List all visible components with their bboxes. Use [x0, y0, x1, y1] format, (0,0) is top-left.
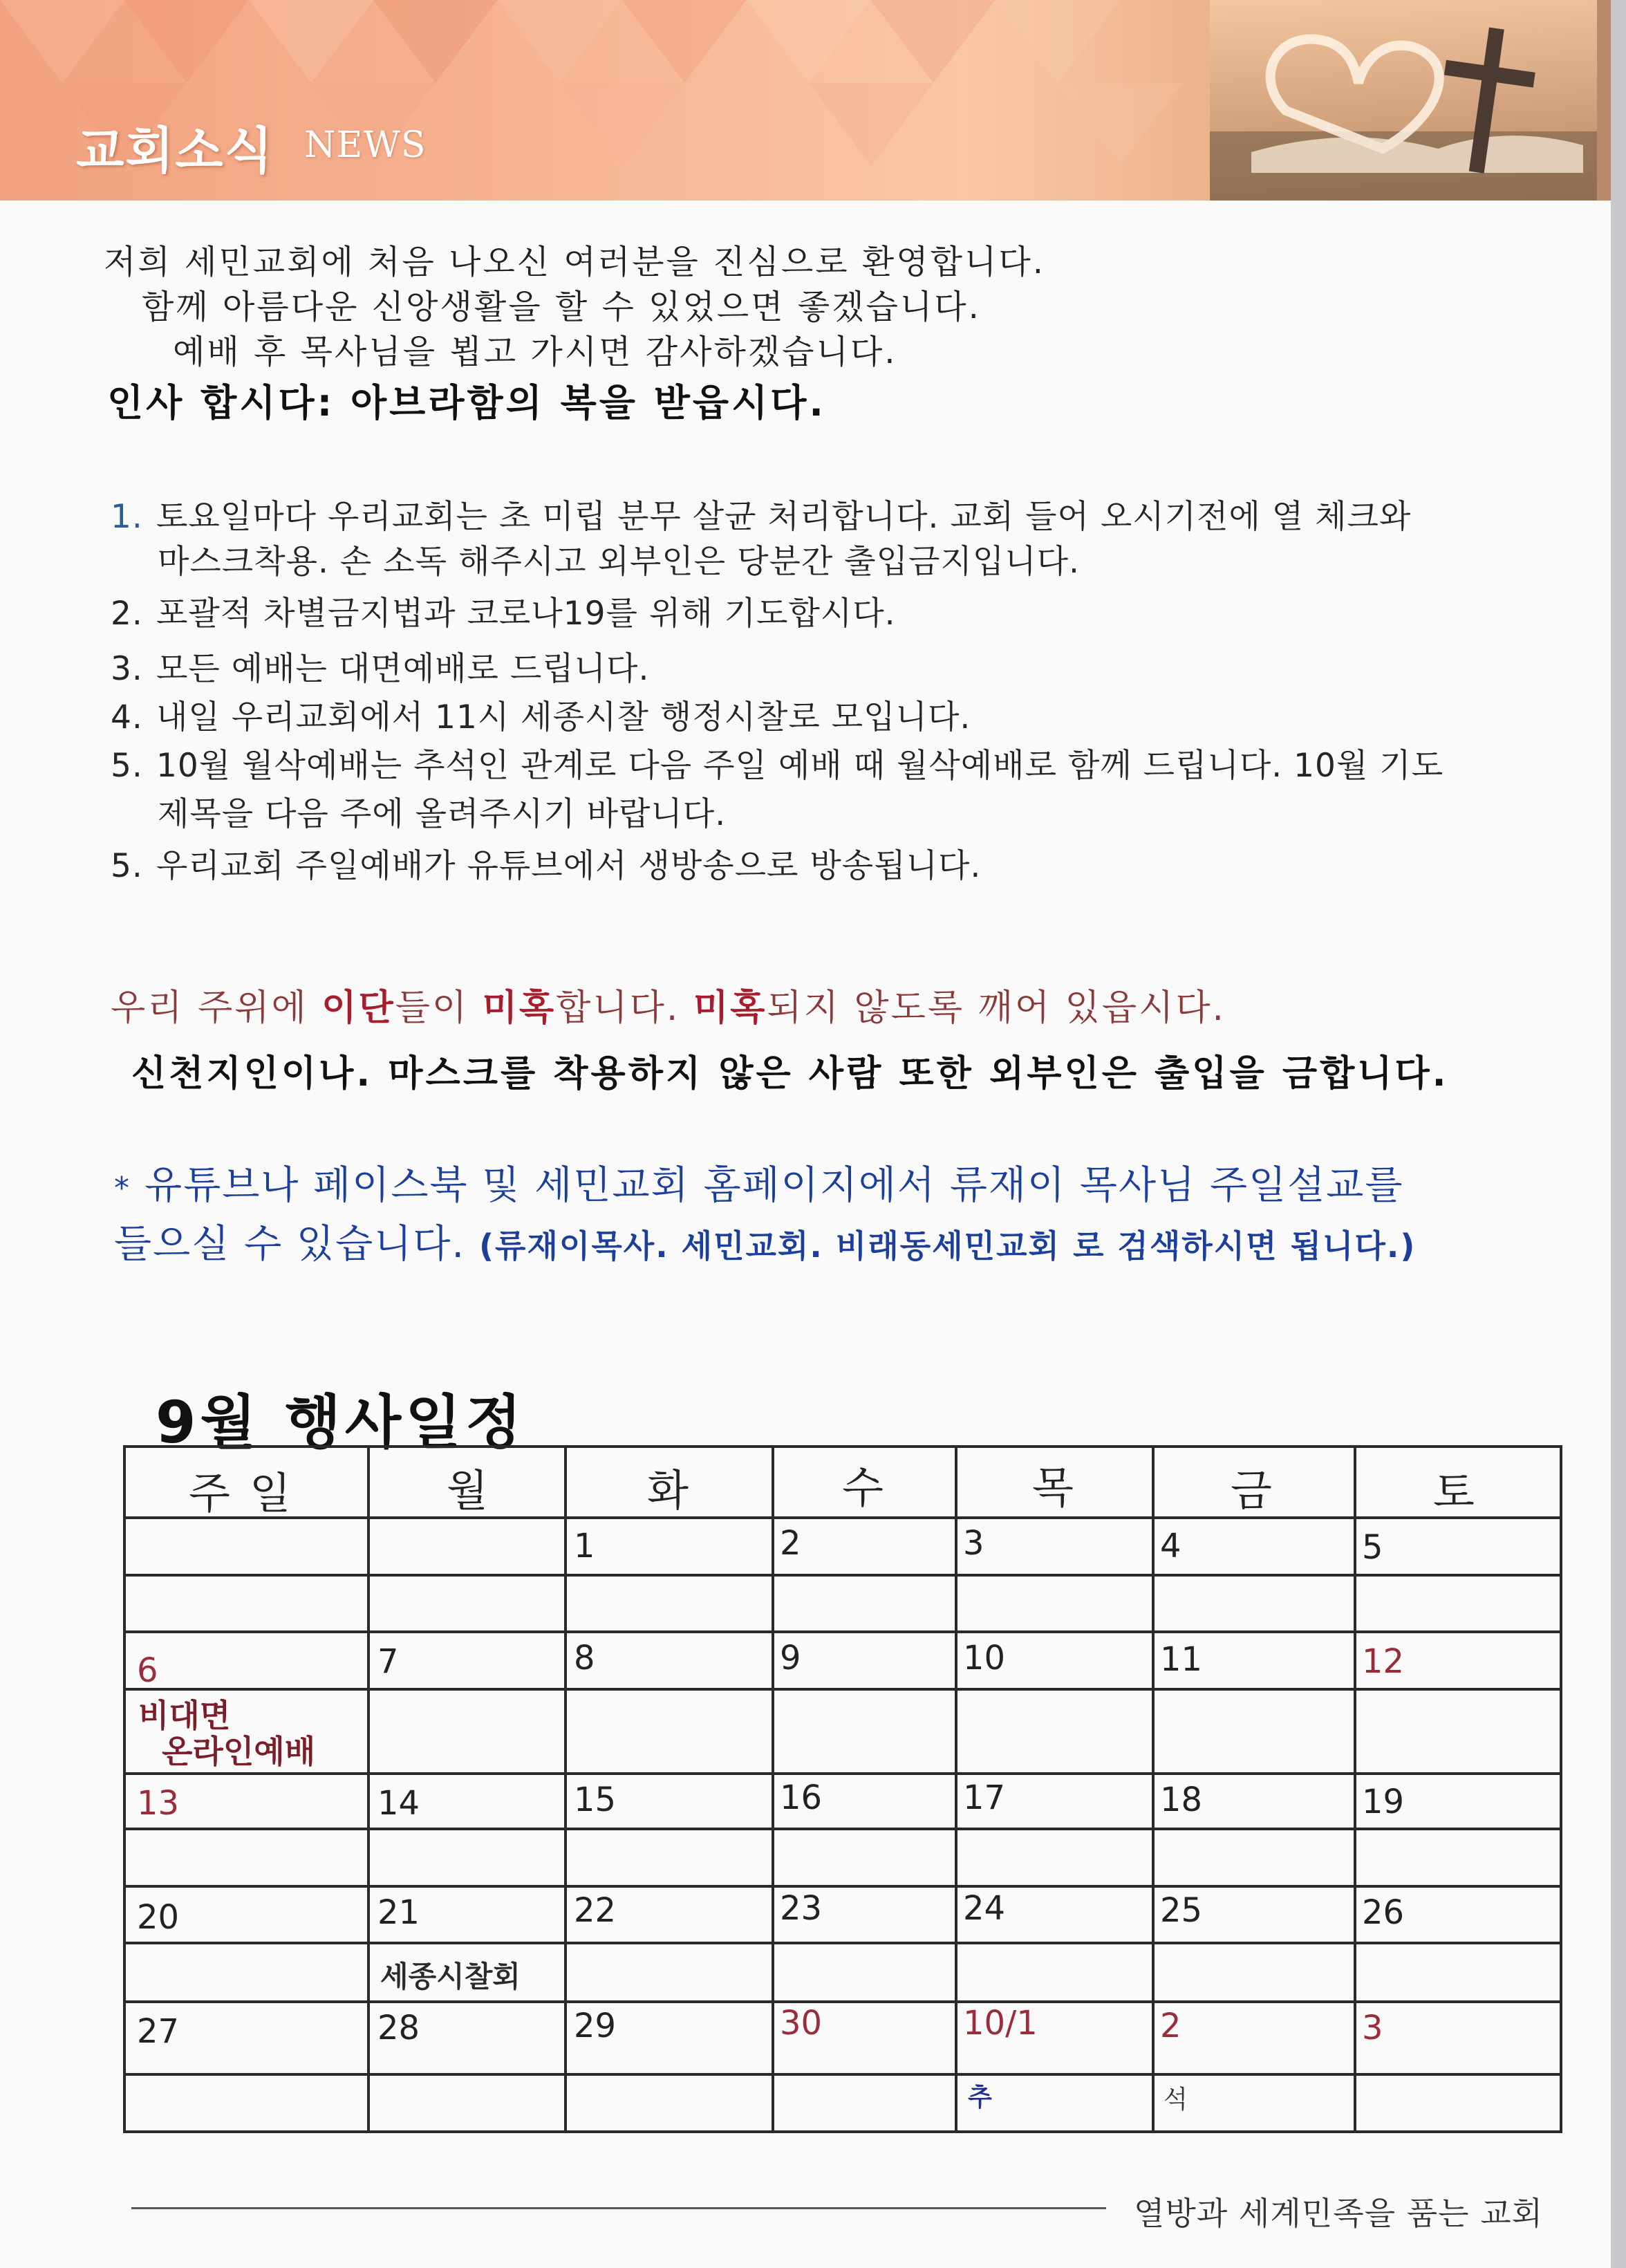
asterisk-icon: *	[114, 1171, 131, 1206]
notice-number: 4.	[111, 698, 143, 736]
warning-emphasis: 이단	[321, 987, 395, 1029]
notice-item	[111, 691, 971, 738]
notice-text: 토요일마다 우리교회는 초 미립 분무 살균 처리합니다. 교회 들어 오시기전에 열 체크와	[156, 498, 1412, 536]
date-cell: 3	[963, 1524, 984, 1563]
notice-text: 포괄적 차별금지법과 코로나19를 위해 기도합시다.	[156, 595, 896, 633]
search-hint: (류재이목사. 세민교회. 비래동세민교회 로 검색하시면 됩니다.)	[478, 1227, 1417, 1265]
date-cell: 22	[574, 1891, 617, 1930]
day-header-sunday: 주일	[189, 1468, 310, 1518]
notice-text: 내일 우리교회에서 11시 세종시찰 행정시찰로 모입니다.	[156, 698, 971, 736]
sermon-online-notice-2	[114, 1214, 1416, 1269]
date-cell: 19	[1362, 1783, 1405, 1821]
notice-item	[111, 740, 1443, 786]
event-online-worship	[138, 1698, 315, 1769]
notice-text: 모든 예배는 대면예배로 드립니다.	[156, 650, 650, 688]
sermon-online-text: 유튜브나 페이스북 및 세민교회 홈페이지에서 류재이 목사님 주일설교를	[144, 1163, 1404, 1208]
date-cell: 15	[574, 1781, 617, 1819]
day-header-thursday: 목	[1032, 1462, 1074, 1513]
heresy-warning	[111, 978, 1226, 1030]
day-header-saturday: 토	[1433, 1467, 1475, 1517]
notice-number: 2.	[111, 595, 143, 633]
heart-book-cross-illustration	[1210, 0, 1597, 201]
event-text: 온라인예배	[162, 1733, 316, 1770]
date-cell: 25	[1160, 1891, 1203, 1930]
day-header-wednesday: 수	[842, 1462, 884, 1513]
date-cell: 28	[377, 2009, 420, 2047]
date-cell: 18	[1160, 1781, 1203, 1819]
notice-number: 1.	[111, 498, 143, 536]
calendar-title: 9월 행사일정	[156, 1388, 526, 1456]
footer-slogan: 열방과 세계민족을 품는 교회	[1134, 2195, 1544, 2232]
date-cell: 14	[377, 1784, 420, 1823]
date-cell-holiday: 10/1	[963, 2004, 1038, 2043]
notice-text: 우리교회 주일예배가 유튜브에서 생방송으로 방송됩니다.	[156, 847, 982, 885]
notice-item	[111, 643, 649, 689]
warning-text: 들이	[395, 987, 483, 1029]
footer-divider	[131, 2207, 1106, 2209]
notice-number: 5.	[111, 747, 143, 785]
notice-continuation: 제목을 다음 주에 올려주시기 바랍니다.	[158, 795, 727, 833]
date-cell: 1	[574, 1527, 595, 1565]
date-cell: 21	[377, 1893, 420, 1932]
sermon-online-text: 들으실 수 있습니다.	[114, 1222, 466, 1267]
notice-continuation: 마스크착용. 손 소독 해주시고 외부인은 당분간 출입금지입니다.	[158, 543, 1080, 581]
date-cell: 20	[137, 1898, 180, 1937]
date-cell-saturday: 12	[1362, 1642, 1405, 1681]
date-cell-holiday: 3	[1362, 2009, 1383, 2047]
page-edge	[1611, 0, 1626, 2268]
event-chuseok-2: 석	[1164, 2085, 1188, 2114]
welcome-line-1: 저희 세민교회에 처음 나오신 여러분을 진심으로 환영합니다.	[104, 243, 1046, 281]
sermon-online-notice	[114, 1155, 1404, 1210]
date-cell: 16	[780, 1778, 823, 1817]
date-cell: 10	[963, 1639, 1006, 1677]
event-calendar	[123, 1445, 1562, 2133]
date-cell: 17	[963, 1778, 1006, 1817]
notice-item	[111, 588, 896, 634]
date-cell-sunday: 6	[137, 1651, 158, 1690]
day-header-friday: 금	[1231, 1465, 1272, 1516]
notice-text: 10월 월삭예배는 추석인 관계로 다음 주일 예배 때 월삭예배로 함께 드립니다. 10월 기도	[156, 747, 1444, 785]
notice-item	[111, 840, 981, 886]
date-cell: 26	[1362, 1893, 1405, 1932]
welcome-line-3: 예배 후 목사님을 뵙고 가시면 감사하겠습니다.	[173, 333, 897, 371]
date-cell: 23	[780, 1889, 823, 1928]
notice-number: 3.	[111, 650, 143, 688]
date-cell: 11	[1160, 1640, 1203, 1679]
notice-number: 5.	[111, 847, 143, 885]
header-banner	[0, 0, 1611, 201]
date-cell: 2	[780, 1524, 801, 1563]
day-header-monday: 월	[447, 1465, 488, 1516]
date-cell-sunday: 13	[137, 1784, 180, 1823]
calendar-grid	[123, 1445, 1562, 2133]
date-cell: 5	[1362, 1528, 1383, 1567]
warning-emphasis: 미혹	[482, 987, 557, 1029]
event-text: 비대면	[138, 1697, 231, 1734]
date-cell-holiday: 2	[1160, 2007, 1181, 2045]
welcome-line-2: 함께 아름다운 신앙생활을 할 수 있었으면 좋겠습니다.	[142, 288, 981, 326]
warning-emphasis: 미혹	[693, 987, 767, 1029]
event-chuseok-1: 추	[968, 2083, 992, 2112]
event-sejong-district-meeting: 세종시찰회	[380, 1960, 521, 1993]
notice-item	[111, 491, 1411, 537]
date-cell: 9	[780, 1639, 801, 1677]
warning-text: 합니다.	[556, 987, 693, 1029]
date-cell: 29	[574, 2007, 617, 2045]
date-cell: 24	[963, 1889, 1006, 1928]
warning-text: 되지 않도록 깨어 있읍시다.	[767, 987, 1226, 1029]
date-cell: 7	[377, 1642, 399, 1681]
date-cell: 27	[137, 2012, 180, 2051]
header-subtitle: NEWS	[304, 124, 427, 166]
date-cell-holiday: 30	[780, 2004, 823, 2043]
welcome-greeting: 인사 합시다: 아브라함의 복을 받읍시다.	[107, 381, 826, 425]
day-header-tuesday: 화	[647, 1465, 689, 1516]
header-title: 교회소식	[76, 122, 274, 180]
entry-restriction: 신천지인이나. 마스크를 착용하지 않은 사람 또한 외부인은 출입을 금합니다.	[131, 1053, 1449, 1095]
date-cell: 8	[574, 1639, 595, 1677]
warning-text: 우리 주위에	[111, 987, 322, 1029]
date-cell: 4	[1160, 1527, 1181, 1565]
